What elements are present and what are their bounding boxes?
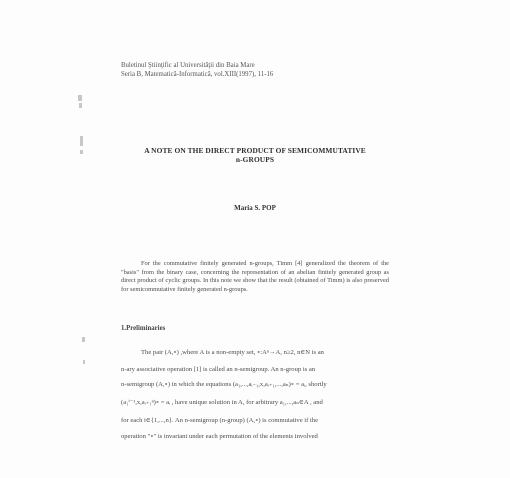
journal-name: Buletinul Ştiinţific al Universităţii din Baia Mare [121,62,255,69]
scan-artifact [83,360,85,364]
paper-title-line2: n-GROUPS [235,155,275,164]
scan-artifact [82,337,85,342]
body-line-6: operation "∘" is invariant under each permutation of the elements involved [121,433,318,440]
body-line-4: (a₁ⁱ⁻¹,x,aᵢ₊₁ⁿ)∘ = aᵢ , have unique solution in A, for arbitrary a₁,...,aₙ∈A , and [121,399,323,406]
scan-artifact [79,103,82,108]
body-line-2: n-ary associative operation [1] is called an n-semigroup. An n-group is an [121,366,316,373]
scan-artifact [80,136,83,146]
body-line-5: for each i∈{1,...,n}. An n-semigroup (n-group) (A,∘) is commutative if the [121,417,319,424]
abstract [121,260,389,294]
section-title: 1.Preliminaries [121,325,166,332]
body-line-1: The pair (A,∘) ,where A is a non-empty set, ∘:Aⁿ→A, n≥2, n∈N is an [141,349,324,356]
body-line-3: n-semigroup (A,∘) in which the equations (a₁,...,aᵢ₋₁,x,aᵢ₊₁,...,aₙ)∘ = aᵢ, shortly [121,381,327,388]
scan-artifact [78,95,82,101]
paper-title-line1: A NOTE ON THE DIRECT PRODUCT OF SEMICOMMUTATIVE [144,146,366,155]
author-name: Maria S. POP [234,204,276,212]
scan-artifact [80,150,83,154]
journal-series: Seria B, Matematică-Informatică, vol.XIII(1997), 11-16 [121,71,274,78]
abstract-text: For the commutative finitely generated n-groups, Timm [4] generalized the theorem of the "basis" from the binary case, concerning the representation of an abelian finitely generated group as direct product of cyclic groups. In this note we show that the result (obtained of Timm) is also preserved for semicommutative finitely generated n-groups. [121,260,389,293]
